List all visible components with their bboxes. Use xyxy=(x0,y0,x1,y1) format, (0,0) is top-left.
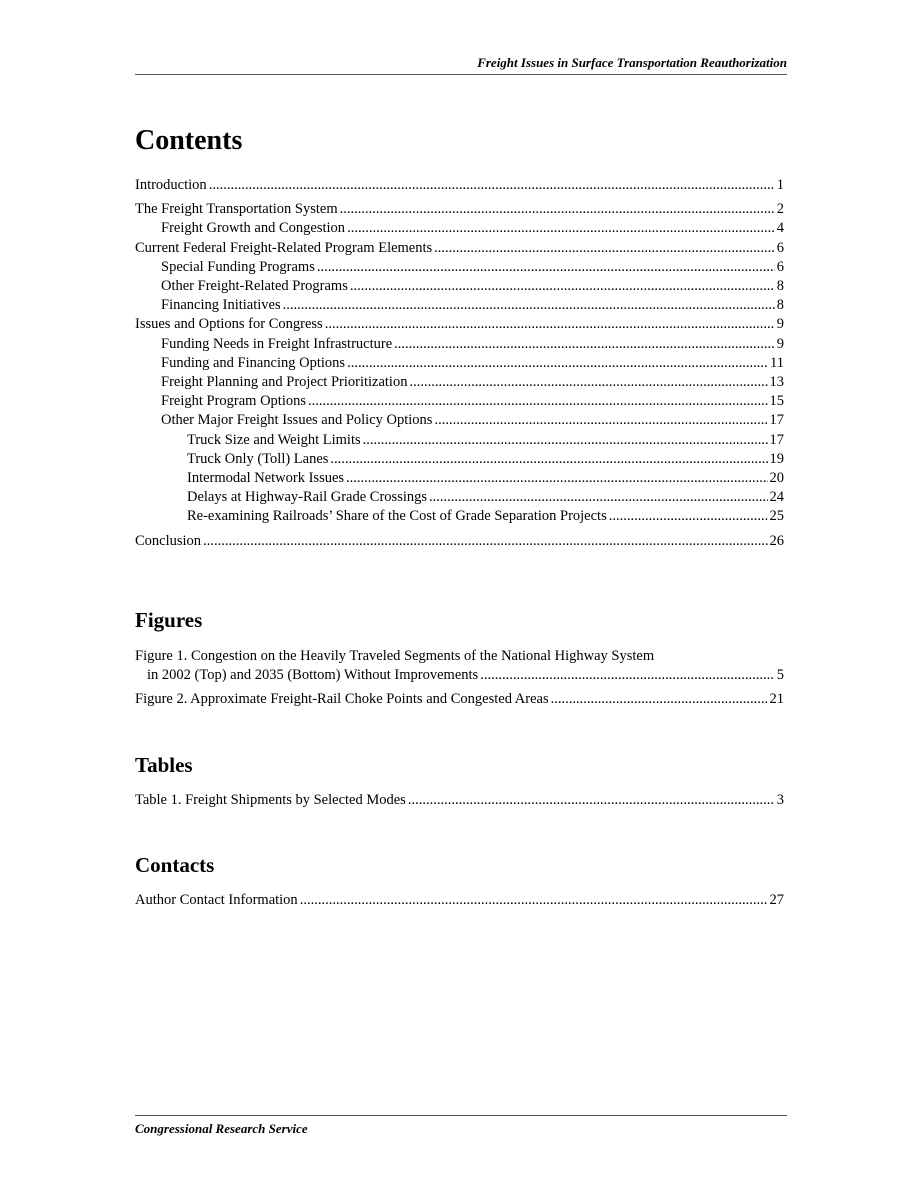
toc-entry-grade-separation[interactable]: Re-examining Railroads’ Share of the Cost of Grade Separation Projects ..... 25 xyxy=(135,507,784,526)
contact-entry-author[interactable]: Author Contact Information ..... 27 xyxy=(135,891,784,910)
toc-entry-freight-planning[interactable]: Freight Planning and Project Prioritization ..... 13 xyxy=(135,373,784,392)
tables-list xyxy=(135,791,784,810)
contents-list xyxy=(135,176,784,551)
contents-heading: Contents xyxy=(135,125,243,156)
figures-list xyxy=(135,647,784,710)
tables-heading: Tables xyxy=(135,753,193,777)
toc-entry-freight-growth[interactable]: Freight Growth and Congestion ..... 4 xyxy=(135,219,784,238)
toc-entry-other-freight-programs[interactable]: Other Freight-Related Programs ..... 8 xyxy=(135,277,784,296)
toc-entry-freight-program-options[interactable]: Freight Program Options ..... 15 xyxy=(135,392,784,411)
toc-entry-other-major-issues[interactable]: Other Major Freight Issues and Policy Options ..... 17 xyxy=(135,411,784,430)
figure-entry-1[interactable]: Figure 1. Congestion on the Heavily Traveled Segments of the National Highway System in 2002 (Top) and 2035 (Bottom) Without Improvements ..... 5 xyxy=(135,647,784,685)
toc-entry-truck-only-lanes[interactable]: Truck Only (Toll) Lanes ..... 19 xyxy=(135,450,784,469)
toc-entry-intermodal-network[interactable]: Intermodal Network Issues ..... 20 xyxy=(135,469,784,488)
running-footer: Congressional Research Service xyxy=(135,1115,787,1138)
toc-entry-truck-size-weight[interactable]: Truck Size and Weight Limits ..... 17 xyxy=(135,431,784,450)
toc-entry-introduction[interactable]: Introduction ..... 1 xyxy=(135,176,784,195)
toc-entry-freight-transportation-system[interactable]: The Freight Transportation System ..... 2 xyxy=(135,200,784,219)
contacts-heading: Contacts xyxy=(135,853,215,877)
figures-heading: Figures xyxy=(135,608,203,632)
table-entry-1[interactable]: Table 1. Freight Shipments by Selected Modes ..... 3 xyxy=(135,791,784,810)
contacts-list xyxy=(135,891,784,910)
toc-entry-special-funding[interactable]: Special Funding Programs ..... 6 xyxy=(135,258,784,277)
running-header: Freight Issues in Surface Transportation Reauthorization xyxy=(135,54,787,75)
toc-entry-grade-crossings[interactable]: Delays at Highway-Rail Grade Crossings ..... 24 xyxy=(135,488,784,507)
toc-entry-funding-financing-options[interactable]: Funding and Financing Options ..... 11 xyxy=(135,354,784,373)
toc-entry-financing-initiatives[interactable]: Financing Initiatives ..... 8 xyxy=(135,296,784,315)
toc-entry-current-federal-programs[interactable]: Current Federal Freight-Related Program Elements ..... 6 xyxy=(135,239,784,258)
figure-entry-2[interactable]: Figure 2. Approximate Freight-Rail Choke Points and Congested Areas ..... 21 xyxy=(135,690,784,709)
toc-entry-conclusion[interactable]: Conclusion ..... 26 xyxy=(135,532,784,551)
toc-entry-funding-needs[interactable]: Funding Needs in Freight Infrastructure ..... 9 xyxy=(135,335,784,354)
toc-entry-issues-options[interactable]: Issues and Options for Congress ..... 9 xyxy=(135,315,784,334)
